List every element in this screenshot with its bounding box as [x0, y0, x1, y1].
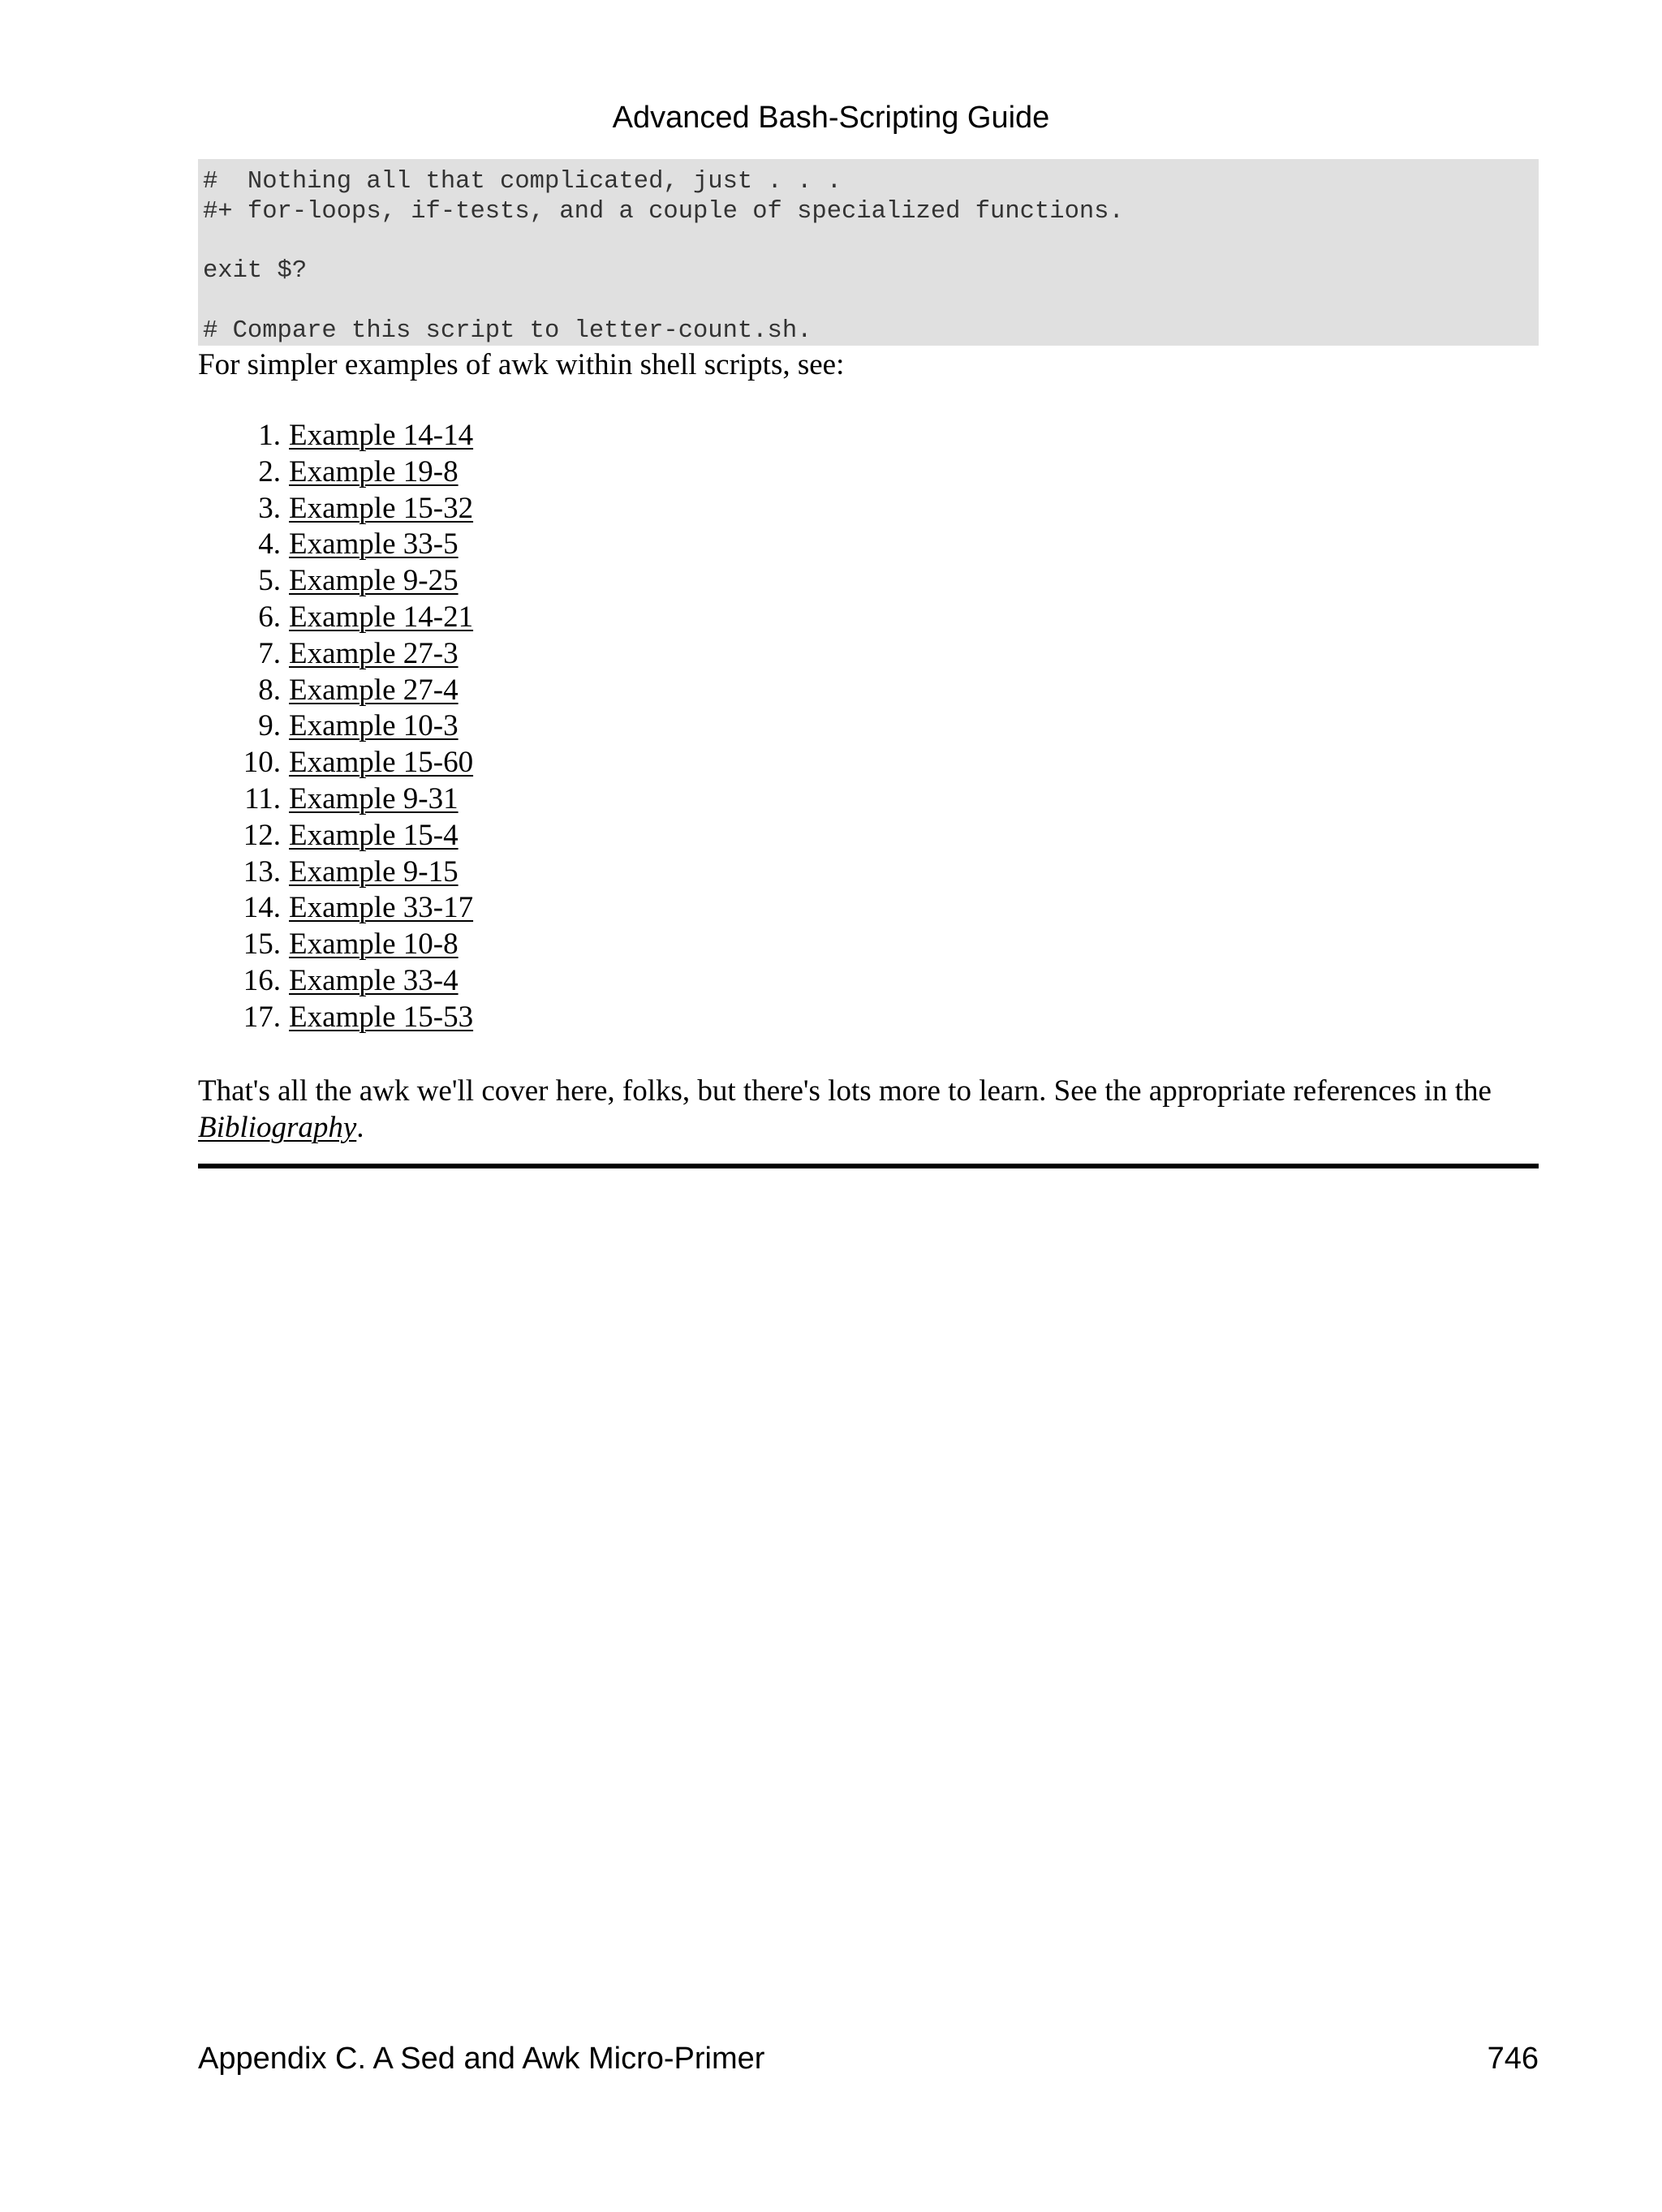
list-item — [198, 454, 473, 491]
list-item — [198, 418, 473, 454]
list-item-number: 10. — [243, 746, 281, 780]
list-item-number: 2. — [258, 454, 281, 488]
list-item — [198, 563, 473, 600]
list-item — [198, 1000, 473, 1036]
section-divider — [198, 1164, 1539, 1168]
list-item — [198, 491, 473, 527]
list-item-number: 6. — [258, 600, 281, 634]
list-item — [198, 600, 473, 636]
example-link[interactable]: Example 27-3 — [289, 636, 459, 670]
bibliography-link[interactable]: Bibliography — [198, 1111, 357, 1144]
example-link[interactable]: Example 33-17 — [289, 891, 474, 925]
list-item — [198, 708, 473, 745]
example-link[interactable]: Example 9-15 — [289, 854, 459, 889]
list-item — [198, 527, 473, 563]
list-item-number: 13. — [243, 854, 281, 889]
list-item — [198, 963, 473, 1000]
list-item — [198, 673, 473, 709]
example-link[interactable]: Example 10-3 — [289, 709, 459, 743]
example-link[interactable]: Example 9-31 — [289, 781, 459, 816]
list-item-number: 1. — [258, 419, 281, 452]
list-item — [198, 854, 473, 891]
example-link[interactable]: Example 15-60 — [289, 746, 474, 780]
footer-page-number: 746 — [1487, 2042, 1539, 2076]
list-item-number: 12. — [243, 818, 281, 852]
footer-chapter-title: Appendix C. A Sed and Awk Micro-Primer — [198, 2042, 765, 2076]
example-link[interactable]: Example 10-8 — [289, 927, 459, 962]
example-link[interactable]: Example 15-53 — [289, 1000, 474, 1034]
list-item-number: 5. — [258, 564, 281, 598]
list-item — [198, 745, 473, 781]
list-item-number: 7. — [258, 636, 281, 670]
closing-text: That's all the awk we'll cover here, folks, but there's lots more to learn. See the appropriate references in the — [198, 1074, 1492, 1108]
example-link[interactable]: Example 9-25 — [289, 564, 459, 598]
list-item-number: 15. — [243, 927, 281, 962]
list-item — [198, 818, 473, 854]
list-item-number: 9. — [258, 709, 281, 743]
list-item-number: 8. — [258, 673, 281, 707]
list-item-number: 16. — [243, 963, 281, 997]
closing-period: . — [356, 1111, 364, 1144]
example-link[interactable]: Example 27-4 — [289, 673, 459, 707]
list-item-number: 14. — [243, 891, 281, 925]
intro-paragraph: For simpler examples of awk within shell scripts, see: — [198, 348, 845, 381]
page-header-title: Advanced Bash-Scripting Guide — [612, 101, 1050, 135]
list-item-number: 3. — [258, 491, 281, 525]
example-link[interactable]: Example 14-14 — [289, 419, 474, 452]
example-link[interactable]: Example 14-21 — [289, 600, 474, 634]
example-link[interactable]: Example 33-5 — [289, 527, 459, 562]
list-item — [198, 890, 473, 927]
example-link[interactable]: Example 19-8 — [289, 454, 459, 488]
list-item — [198, 636, 473, 673]
example-link[interactable]: Example 15-32 — [289, 491, 474, 525]
list-item — [198, 781, 473, 818]
code-block: # Nothing all that complicated, just . . . #+ for-loops, if-tests, and a couple of specialized functions. exit $? # Compare this script to letter-count.sh. — [198, 159, 1539, 346]
example-link[interactable]: Example 33-4 — [289, 963, 459, 997]
list-item — [198, 927, 473, 963]
closing-paragraph — [198, 1073, 1545, 1146]
example-link[interactable]: Example 15-4 — [289, 818, 459, 852]
list-item-number: 17. — [243, 1000, 281, 1034]
list-item-number: 11. — [244, 781, 281, 816]
list-item-number: 4. — [258, 527, 281, 562]
example-list — [198, 418, 473, 1036]
